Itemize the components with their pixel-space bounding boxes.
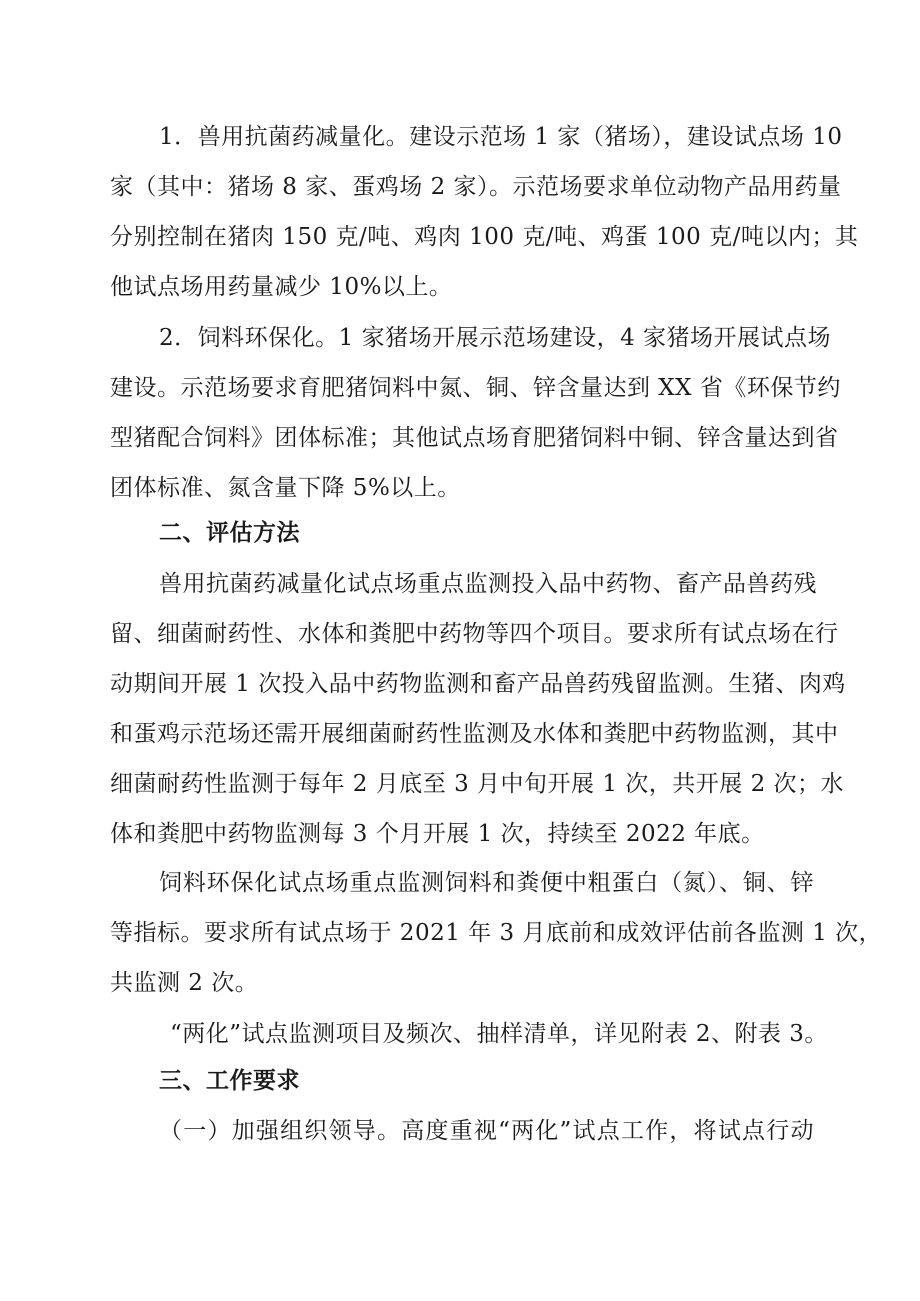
paragraph-6-line-1: （一）加强组织领导。高度重视“两化”试点工作，将试点行动 [159, 1118, 814, 1144]
paragraph-4-line-3: 共监测 2 次。 [110, 970, 259, 996]
paragraph-1-line-2: 家（其中：猪场 8 家、蛋鸡场 2 家）。示范场要求单位动物产品用药量 [110, 174, 842, 200]
paragraph-3-line-4: 和蛋鸡示范场还需开展细菌耐药性监测及水体和粪肥中药物监测，其中 [110, 721, 839, 747]
paragraph-2-line-4: 团体标准、氮含量下降 5%以上。 [110, 475, 461, 501]
paragraph-1-line-1: 1．兽用抗菌药减量化。建设示范场 1 家（猪场），建设试点场 10 [159, 124, 843, 150]
paragraph-3-line-2: 留、细菌耐药性、水体和粪肥中药物等四个项目。要求所有试点场在行 [110, 621, 839, 647]
paragraph-3-line-6: 体和粪肥中药物监测每 3 个月开展 1 次，持续至 2022 年底。 [110, 821, 765, 847]
section-heading-work-requirements: 三、工作要求 [159, 1068, 300, 1094]
paragraph-5-line-1: “两化”试点监测项目及频次、抽样清单，详见附表 2、附表 3。 [170, 1021, 828, 1047]
paragraph-2-line-1: 2．饲料环保化。1 家猪场开展示范场建设，4 家猪场开展试点场 [159, 325, 832, 351]
paragraph-2-line-3: 型猪配合饲料》团体标准；其他试点场育肥猪饲料中铜、锌含量达到省 [110, 425, 839, 451]
paragraph-4-line-2: 等指标。要求所有试点场于 2021 年 3 月底前和成效评估前各监测 1 次， [110, 920, 883, 946]
paragraph-2-line-2: 建设。示范场要求育肥猪饲料中氮、铜、锌含量达到 XX 省《环保节约 [110, 375, 841, 401]
paragraph-4-line-1: 饲料环保化试点场重点监测饲料和粪便中粗蛋白（氮）、铜、锌 [159, 870, 814, 896]
section-heading-evaluation-methods: 二、评估方法 [159, 520, 300, 546]
paragraph-1-line-4: 他试点场用药量减少 10%以上。 [110, 274, 453, 300]
paragraph-3-line-3: 动期间开展 1 次投入品中药物监测和畜产品兽药残留监测。生猪、肉鸡 [110, 671, 846, 697]
paragraph-3-line-1: 兽用抗菌药减量化试点场重点监测投入品中药物、畜产品兽药残 [159, 571, 817, 597]
paragraph-3-line-5: 细菌耐药性监测于每年 2 月底至 3 月中旬开展 1 次，共开展 2 次；水 [110, 771, 845, 797]
paragraph-1-line-3: 分别控制在猪肉 150 克/吨、鸡肉 100 克/吨、鸡蛋 100 克/吨以内；其 [110, 224, 859, 250]
